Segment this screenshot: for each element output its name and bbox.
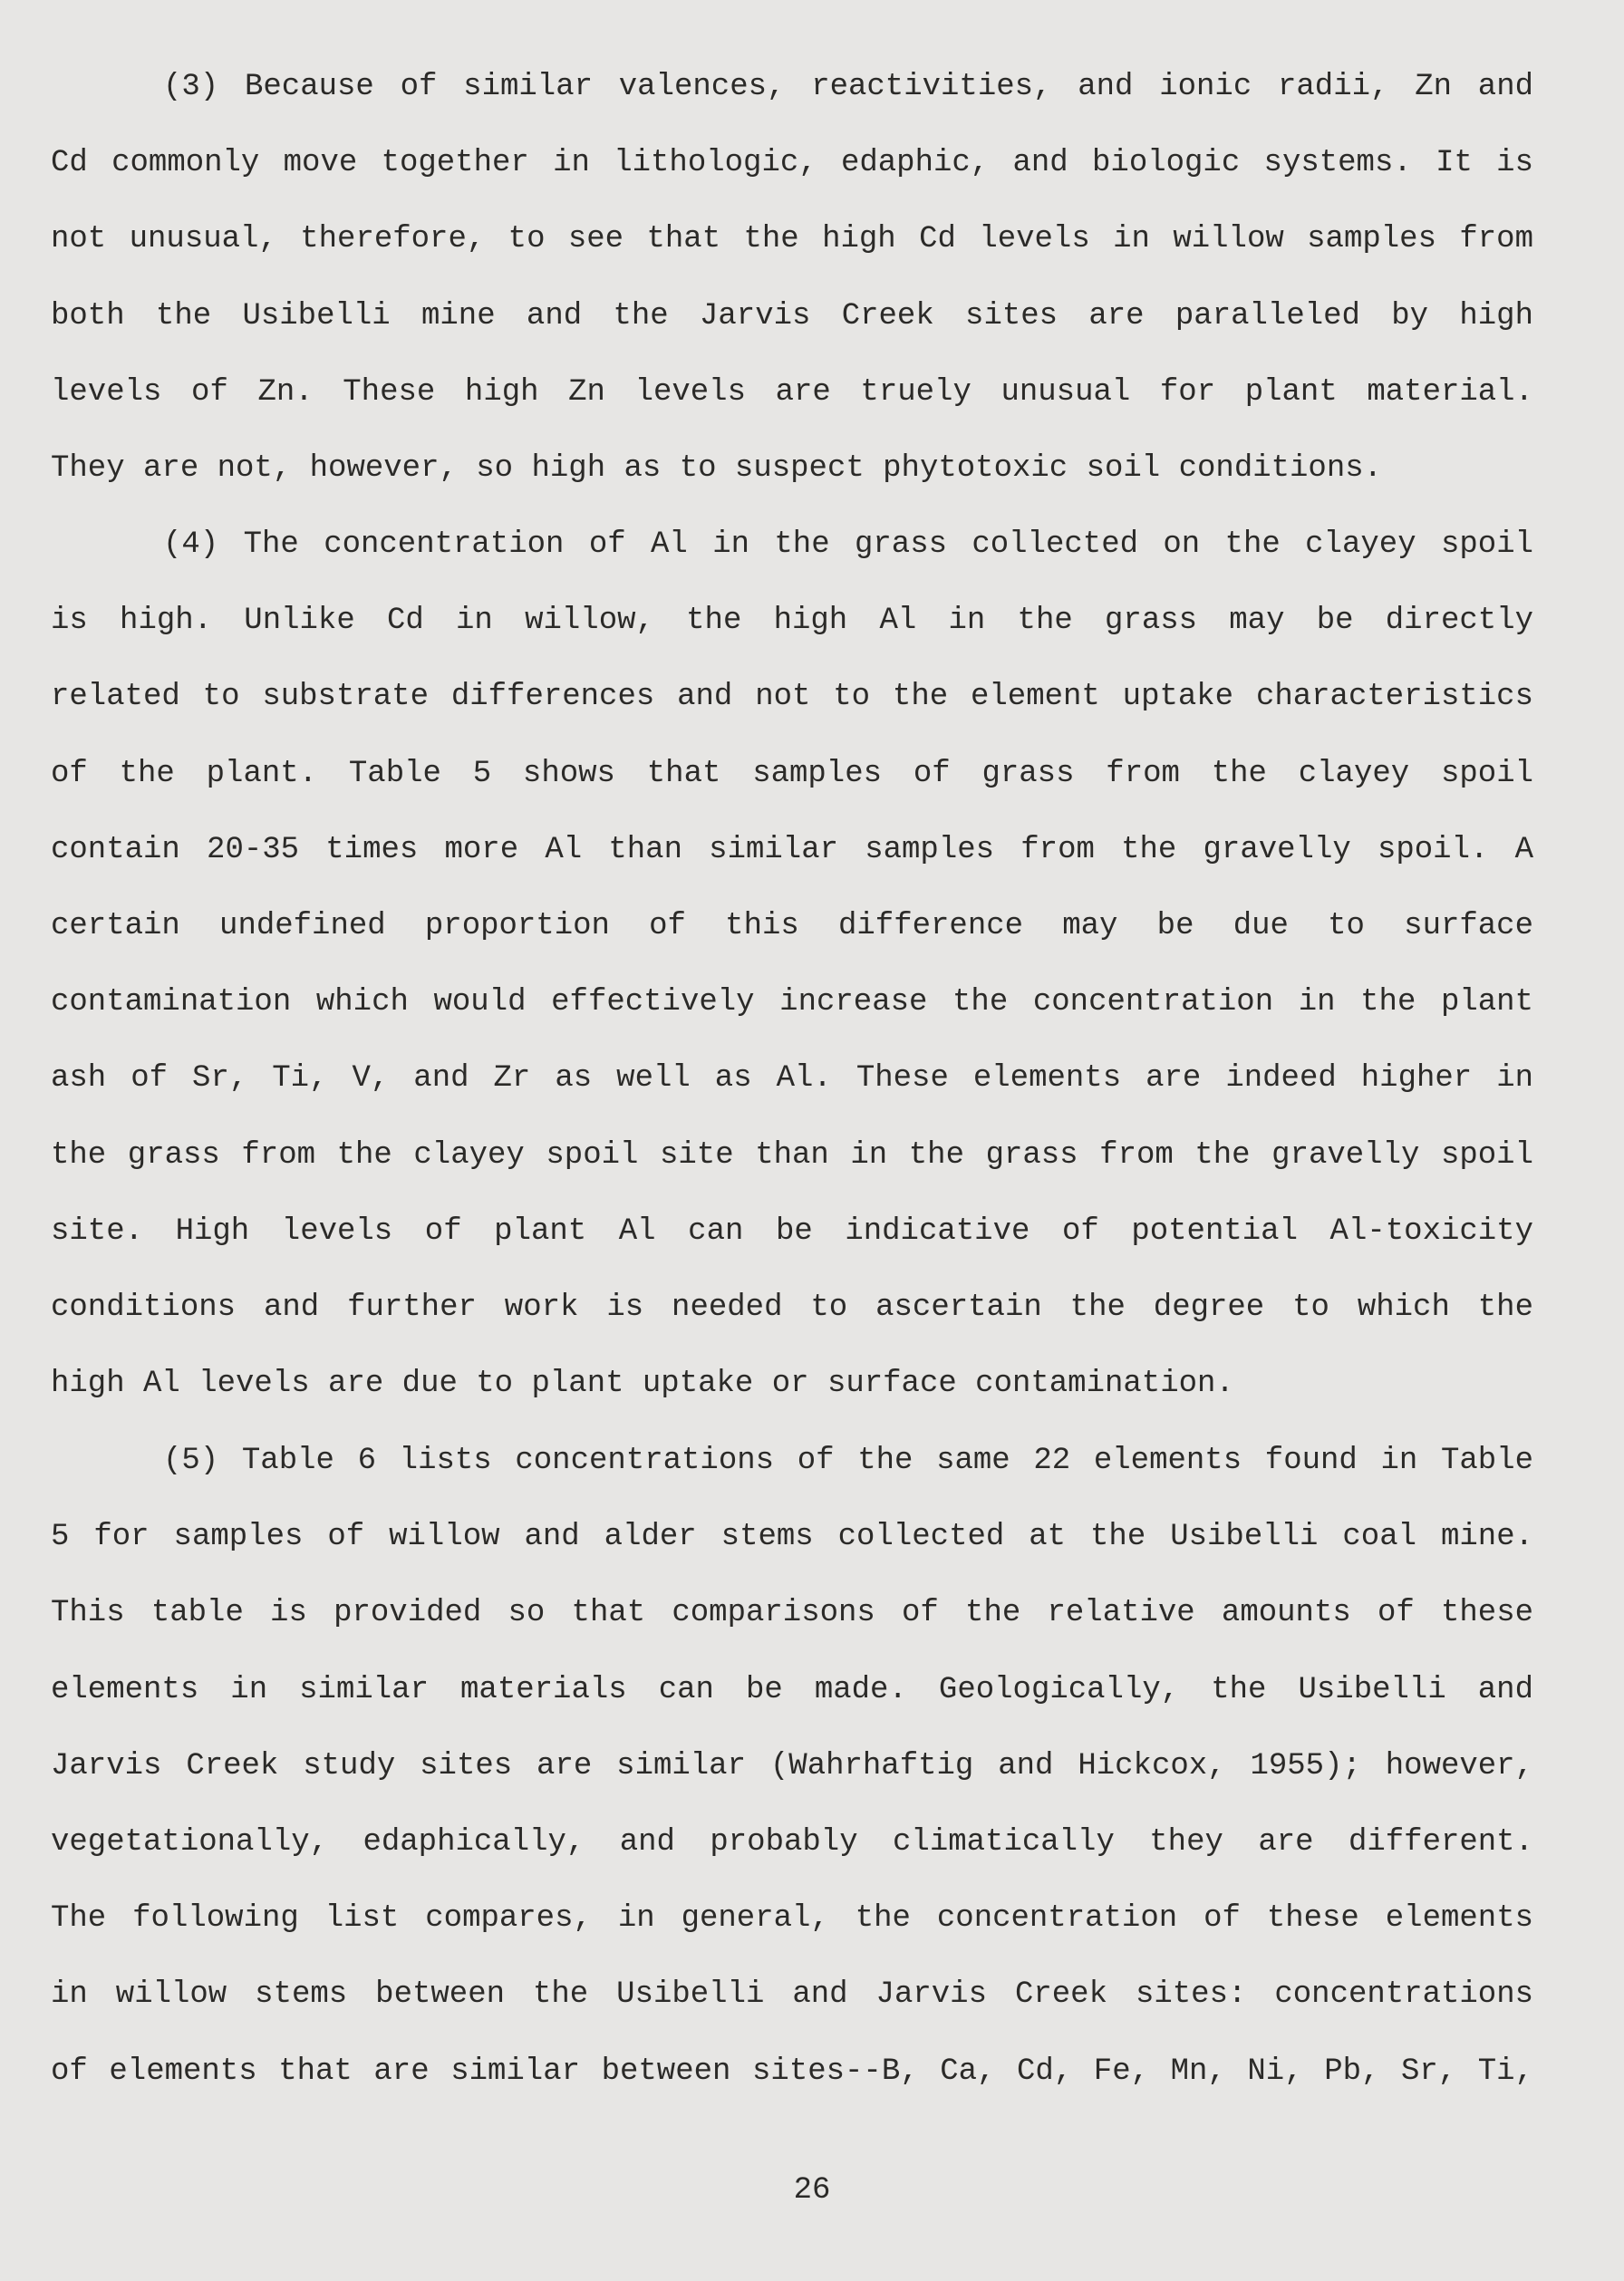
text-line: They are not, however, so high as to suspect phytotoxic soil conditions. [51,450,1383,486]
text-line: in willow stems between the Usibelli and Jarvis Creek sites: concentrations [51,1977,1533,2013]
paragraph-3 [51,53,1533,510]
text-line: certain undefined proportion of this difference may be due to surface [51,908,1533,943]
text-line: 5 for samples of willow and alder stems collected at the Usibelli coal mine. [51,1520,1533,1555]
text-line: site. High levels of plant Al can be indicative of potential Al-toxicity [51,1213,1533,1249]
paragraph-4 [51,510,1533,1426]
text-line: levels of Zn. These high Zn levels are truely unusual for plant material. [51,374,1533,410]
text-line: contain 20-35 times more Al than similar samples from the gravelly spoil. A [51,832,1533,867]
text-line: (5) Table 6 lists concentrations of the same 22 elements found in Table [163,1444,1533,1478]
paragraph-5 [51,1426,1533,2113]
text-line: not unusual, therefore, to see that the high Cd levels in willow samples from [51,222,1533,257]
text-line: elements in similar materials can be made. Geologically, the Usibelli and [51,1672,1533,1707]
text-line: is high. Unlike Cd in willow, the high Al in the grass may be directly [51,604,1533,639]
text-line: conditions and further work is needed to ascertain the degree to which the [51,1290,1533,1325]
text-line: (4) The concentration of Al in the grass collected on the clayey spoil [163,527,1533,562]
text-line: ash of Sr, Ti, V, and Zr as well as Al. These elements are indeed higher in [51,1061,1533,1097]
text-line: high Al levels are due to plant uptake or surface contamination. [51,1367,1234,1402]
text-line: of elements that are similar between sites--B, Ca, Cd, Fe, Mn, Ni, Pb, Sr, Ti, [51,2054,1533,2089]
text-line: both the Usibelli mine and the Jarvis Creek sites are paralleled by high [51,298,1533,333]
page-number: 26 [793,2173,831,2208]
text-line: The following list compares, in general, the concentration of these elements [51,1901,1533,1937]
text-line: Cd commonly move together in lithologic, edaphic, and biologic systems. It is [51,146,1533,181]
text-line: contamination which would effectively increase the concentration in the plant [51,985,1533,1020]
text-line: the grass from the clayey spoil site than in the grass from the gravelly spoil [51,1137,1533,1173]
text-line: vegetationally, edaphically, and probably climatically they are different. [51,1824,1533,1860]
text-line: This table is provided so that comparisons of the relative amounts of these [51,1596,1533,1631]
text-line: (3) Because of similar valences, reactivities, and ionic radii, Zn and [163,70,1533,104]
text-line: Jarvis Creek study sites are similar (Wahrhaftig and Hickcox, 1955); however, [51,1748,1533,1783]
text-line: related to substrate differences and not to the element uptake characteristics [51,680,1533,715]
text-line: of the plant. Table 5 shows that samples of grass from the clayey spoil [51,756,1533,791]
